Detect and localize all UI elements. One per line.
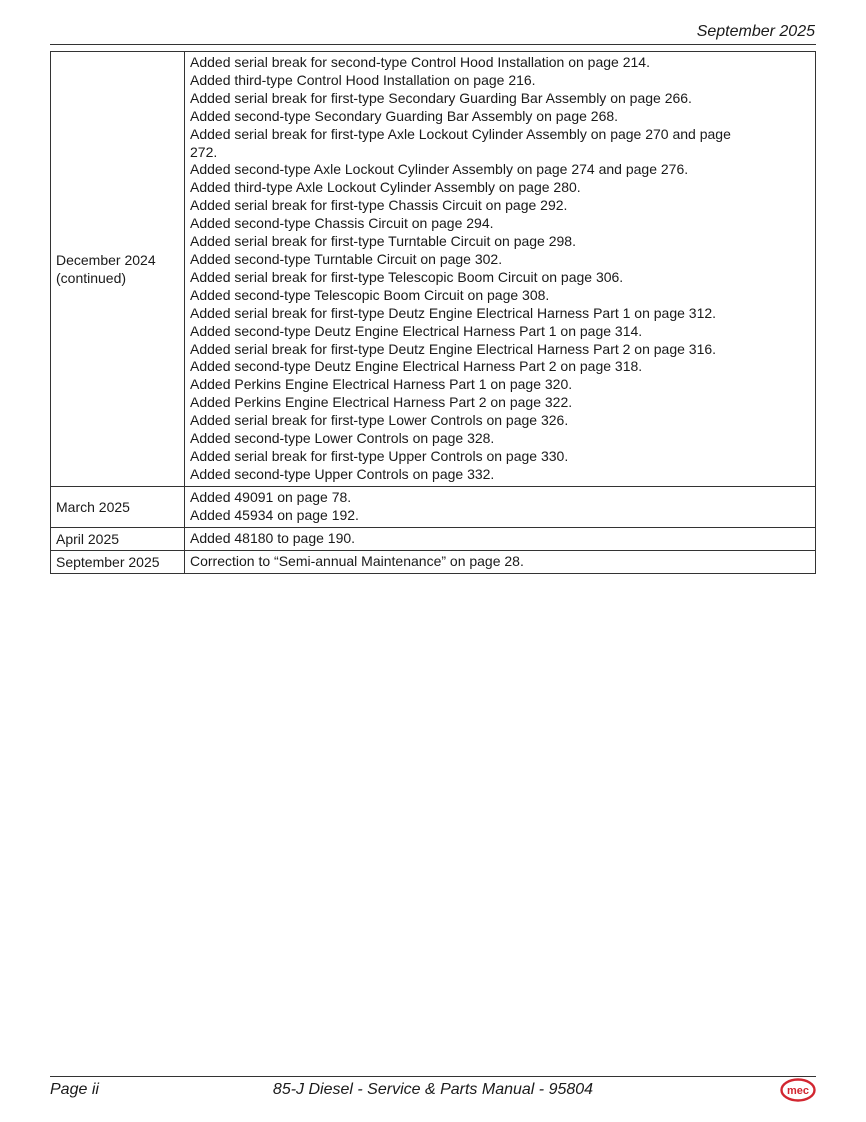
revision-change-line: Added second-type Upper Controls on page 332.: [190, 465, 495, 482]
revision-change-line: Added serial break for first-type Telescopic Boom Circuit on page 306.: [190, 268, 624, 285]
revision-date-line: December 2024: [56, 251, 156, 268]
revision-change-line: Added serial break for first-type Deutz Engine Electrical Harness Part 1 on page 312.: [190, 304, 717, 321]
footer-page-number: Page ii: [50, 1081, 99, 1098]
revision-change-line: Added second-type Telescopic Boom Circuit on page 308.: [190, 286, 550, 303]
revision-row: [51, 486, 816, 527]
revision-change-line: Added second-type Deutz Engine Electrical Harness Part 2 on page 318.: [190, 358, 643, 375]
revision-change-line: Correction to “Semi-annual Maintenance” on page 28.: [190, 552, 524, 569]
revision-change-line: Added serial break for first-type Upper Controls on page 330.: [190, 447, 569, 464]
revision-row: [51, 527, 816, 550]
revision-date-line: March 2025: [56, 498, 130, 515]
revision-change-line: Added third-type Control Hood Installation on page 216.: [190, 71, 536, 88]
revision-date-line: April 2025: [56, 530, 120, 547]
revision-change-line: 272.: [190, 143, 218, 160]
header-divider: [50, 44, 816, 45]
revision-change-line: Added second-type Lower Controls on page 328.: [190, 430, 495, 447]
revision-change-line: Added 45934 on page 192.: [190, 506, 359, 523]
revision-date: [51, 52, 185, 487]
revision-change-line: Added second-type Secondary Guarding Bar Assembly on page 268.: [190, 107, 619, 124]
revision-change-line: Added serial break for first-type Chassis Circuit on page 292.: [190, 197, 568, 214]
revision-change-line: Added serial break for second-type Control Hood Installation on page 214.: [190, 54, 650, 70]
footer-divider: [50, 1076, 816, 1077]
revision-change-line: Added second-type Axle Lockout Cylinder Assembly on page 274 and page 276.: [190, 161, 689, 178]
revision-date: [51, 486, 185, 527]
revision-date: [51, 550, 185, 573]
revision-change-line: Added serial break for first-type Secondary Guarding Bar Assembly on page 266.: [190, 89, 692, 106]
revision-date-line: September 2025: [56, 553, 160, 570]
mec-logo: [780, 1078, 816, 1102]
revision-change-line: Added serial break for first-type Turntable Circuit on page 298.: [190, 233, 576, 250]
revision-changes: [185, 52, 816, 487]
footer-manual-title: 85-J Diesel - Service & Parts Manual - 95804: [272, 1081, 594, 1098]
revision-change-line: Added third-type Axle Lockout Cylinder Assembly on page 280.: [190, 179, 581, 196]
revision-change-line: Added 48180 to page 190.: [190, 529, 356, 546]
revision-date: [51, 527, 185, 550]
mec-logo-text: mec: [786, 1085, 810, 1097]
revision-change-line: Added second-type Turntable Circuit on page 302.: [190, 250, 503, 267]
revision-changes: [185, 527, 816, 550]
revision-date-line: (continued): [56, 269, 127, 286]
revision-change-line: Added serial break for first-type Lower Controls on page 326.: [190, 412, 569, 429]
revision-change-line: Added second-type Deutz Engine Electrical Harness Part 1 on page 314.: [190, 322, 643, 339]
revision-change-line: Added Perkins Engine Electrical Harness Part 1 on page 320.: [190, 376, 573, 393]
revision-table: [50, 51, 816, 574]
revision-change-line: Added 49091 on page 78.: [190, 488, 352, 505]
revision-changes: [185, 486, 816, 527]
revision-change-line: Added Perkins Engine Electrical Harness Part 2 on page 322.: [190, 394, 573, 411]
revision-table-body: [51, 52, 816, 574]
revision-row: [51, 550, 816, 573]
revision-row: [51, 52, 816, 487]
revision-change-line: Added serial break for first-type Axle Lockout Cylinder Assembly on page 270 and page: [190, 125, 731, 142]
revision-changes: [185, 550, 816, 573]
revision-change-line: Added serial break for first-type Deutz Engine Electrical Harness Part 2 on page 316.: [190, 340, 717, 357]
header-date: September 2025: [696, 23, 815, 40]
revision-change-line: Added second-type Chassis Circuit on page 294.: [190, 215, 494, 232]
